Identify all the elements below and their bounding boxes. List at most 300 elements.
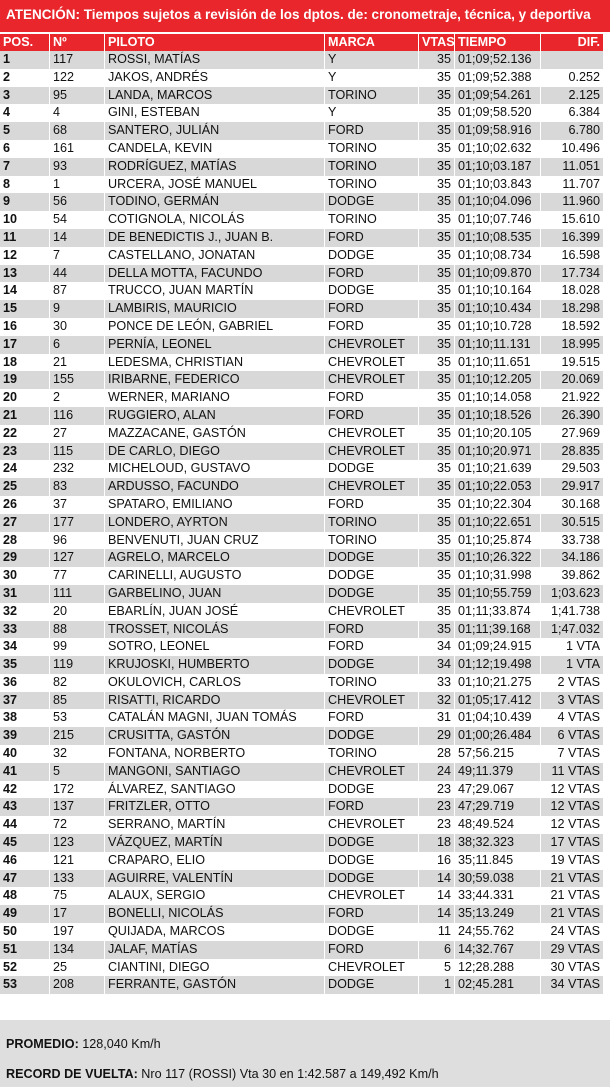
laps-cell: 33	[419, 674, 455, 692]
driver-name-cell: VÁZQUEZ, MARTÍN	[105, 834, 325, 852]
driver-name-cell: FERRANTE, GASTÓN	[105, 976, 325, 994]
brand-cell: CHEVROLET	[325, 478, 419, 496]
driver-name-cell: COTIGNOLA, NICOLÁS	[105, 211, 325, 229]
time-cell: 01;10;11.651	[455, 354, 541, 372]
gap-cell: 2.125	[541, 87, 604, 105]
laps-cell: 35	[419, 478, 455, 496]
driver-name-cell: LAMBIRIS, MAURICIO	[105, 300, 325, 318]
table-row	[0, 496, 604, 514]
laps-cell: 34	[419, 638, 455, 656]
time-cell: 30;59.038	[455, 870, 541, 888]
brand-cell: DODGE	[325, 193, 419, 211]
pos-cell: 34	[0, 638, 50, 656]
gap-cell: 20.069	[541, 371, 604, 389]
pos-cell: 37	[0, 692, 50, 710]
car-number-cell: 88	[50, 621, 105, 639]
driver-name-cell: MAZZACANE, GASTÓN	[105, 425, 325, 443]
pos-cell: 17	[0, 336, 50, 354]
pos-cell: 28	[0, 532, 50, 550]
laps-cell: 1	[419, 976, 455, 994]
laps-cell: 35	[419, 532, 455, 550]
car-number-cell: 121	[50, 852, 105, 870]
car-number-cell: 9	[50, 300, 105, 318]
laps-cell: 35	[419, 247, 455, 265]
pos-cell: 21	[0, 407, 50, 425]
driver-name-cell: MICHELOUD, GUSTAVO	[105, 460, 325, 478]
laps-cell: 35	[419, 567, 455, 585]
laps-cell: 35	[419, 585, 455, 603]
pos-cell: 38	[0, 709, 50, 727]
revision-notice-banner: ATENCIÓN: Tiempos sujetos a revisión de los dptos. de: cronometraje, técnica, y deportiva	[0, 0, 610, 32]
gap-cell: 19 VTAS	[541, 852, 604, 870]
time-cell: 47;29.719	[455, 798, 541, 816]
table-row	[0, 585, 604, 603]
gap-cell: 11.960	[541, 193, 604, 211]
time-cell: 02;45.281	[455, 976, 541, 994]
brand-cell: FORD	[325, 229, 419, 247]
driver-name-cell: DELLA MOTTA, FACUNDO	[105, 265, 325, 283]
car-number-cell: 99	[50, 638, 105, 656]
pos-cell: 26	[0, 496, 50, 514]
laps-cell: 35	[419, 229, 455, 247]
car-number-cell: 95	[50, 87, 105, 105]
table-row	[0, 959, 604, 977]
table-row	[0, 745, 604, 763]
table-row	[0, 282, 604, 300]
gap-cell: 34.186	[541, 549, 604, 567]
time-cell: 01;10;20.105	[455, 425, 541, 443]
pos-cell: 1	[0, 51, 50, 69]
laps-cell: 18	[419, 834, 455, 852]
brand-cell: CHEVROLET	[325, 763, 419, 781]
car-number-cell: 155	[50, 371, 105, 389]
time-cell: 01;09;24.915	[455, 638, 541, 656]
gap-cell: 4 VTAS	[541, 709, 604, 727]
gap-cell: 34 VTAS	[541, 976, 604, 994]
time-cell: 01;10;08.734	[455, 247, 541, 265]
time-cell: 01;09;58.520	[455, 104, 541, 122]
laps-cell: 16	[419, 852, 455, 870]
gap-cell: 6 VTAS	[541, 727, 604, 745]
time-cell: 57;56.215	[455, 745, 541, 763]
laps-cell: 35	[419, 193, 455, 211]
table-row	[0, 923, 604, 941]
col-header-marca: MARCA	[325, 34, 419, 51]
car-number-cell: 117	[50, 51, 105, 69]
table-row	[0, 692, 604, 710]
gap-cell: 16.598	[541, 247, 604, 265]
car-number-cell: 133	[50, 870, 105, 888]
brand-cell: DODGE	[325, 567, 419, 585]
table-row	[0, 425, 604, 443]
driver-name-cell: CANDELA, KEVIN	[105, 140, 325, 158]
driver-name-cell: QUIJADA, MARCOS	[105, 923, 325, 941]
gap-cell: 6.780	[541, 122, 604, 140]
gap-cell: 21 VTAS	[541, 870, 604, 888]
car-number-cell: 137	[50, 798, 105, 816]
laps-cell: 35	[419, 514, 455, 532]
brand-cell: CHEVROLET	[325, 371, 419, 389]
driver-name-cell: TODINO, GERMÁN	[105, 193, 325, 211]
driver-name-cell: SANTERO, JULIÁN	[105, 122, 325, 140]
brand-cell: DODGE	[325, 781, 419, 799]
gap-cell: 3 VTAS	[541, 692, 604, 710]
gap-cell: 18.592	[541, 318, 604, 336]
time-cell: 38;32.323	[455, 834, 541, 852]
time-cell: 01;10;03.187	[455, 158, 541, 176]
car-number-cell: 21	[50, 354, 105, 372]
brand-cell: FORD	[325, 265, 419, 283]
car-number-cell: 72	[50, 816, 105, 834]
col-header-piloto: PILOTO	[105, 34, 325, 51]
table-row	[0, 976, 604, 994]
laps-cell: 35	[419, 371, 455, 389]
driver-name-cell: KRUJOSKI, HUMBERTO	[105, 656, 325, 674]
table-row	[0, 852, 604, 870]
brand-cell: FORD	[325, 389, 419, 407]
driver-name-cell: LONDERO, AYRTON	[105, 514, 325, 532]
pos-cell: 32	[0, 603, 50, 621]
car-number-cell: 83	[50, 478, 105, 496]
driver-name-cell: JALAF, MATÍAS	[105, 941, 325, 959]
table-row	[0, 781, 604, 799]
laps-cell: 32	[419, 692, 455, 710]
laps-cell: 24	[419, 763, 455, 781]
time-cell: 01;10;20.971	[455, 443, 541, 461]
brand-cell: DODGE	[325, 727, 419, 745]
laps-cell: 5	[419, 959, 455, 977]
gap-cell: 12 VTAS	[541, 781, 604, 799]
car-number-cell: 85	[50, 692, 105, 710]
driver-name-cell: CARINELLI, AUGUSTO	[105, 567, 325, 585]
laps-cell: 35	[419, 122, 455, 140]
pos-cell: 13	[0, 265, 50, 283]
car-number-cell: 6	[50, 336, 105, 354]
laps-cell: 35	[419, 211, 455, 229]
gap-cell: 12 VTAS	[541, 816, 604, 834]
table-row	[0, 104, 604, 122]
brand-cell: DODGE	[325, 852, 419, 870]
brand-cell: DODGE	[325, 976, 419, 994]
car-number-cell: 56	[50, 193, 105, 211]
gap-cell: 11 VTAS	[541, 763, 604, 781]
time-cell: 01;11;33.874	[455, 603, 541, 621]
laps-cell: 35	[419, 407, 455, 425]
laps-cell: 35	[419, 336, 455, 354]
driver-name-cell: IRIBARNE, FEDERICO	[105, 371, 325, 389]
laps-cell: 14	[419, 887, 455, 905]
gap-cell: 30.515	[541, 514, 604, 532]
car-number-cell: 27	[50, 425, 105, 443]
table-row	[0, 87, 604, 105]
brand-cell: CHEVROLET	[325, 816, 419, 834]
lap-record-label: RECORD DE VUELTA:	[6, 1067, 138, 1081]
car-number-cell: 82	[50, 674, 105, 692]
table-row	[0, 567, 604, 585]
car-number-cell: 37	[50, 496, 105, 514]
time-cell: 49;11.379	[455, 763, 541, 781]
pos-cell: 53	[0, 976, 50, 994]
car-number-cell: 20	[50, 603, 105, 621]
time-cell: 47;29.067	[455, 781, 541, 799]
driver-name-cell: LANDA, MARCOS	[105, 87, 325, 105]
table-row	[0, 870, 604, 888]
driver-name-cell: JAKOS, ANDRÉS	[105, 69, 325, 87]
laps-cell: 29	[419, 727, 455, 745]
driver-name-cell: SPATARO, EMILIANO	[105, 496, 325, 514]
col-header-num: Nº	[50, 34, 105, 51]
brand-cell: FORD	[325, 122, 419, 140]
pos-cell: 48	[0, 887, 50, 905]
laps-cell: 23	[419, 781, 455, 799]
laps-cell: 34	[419, 656, 455, 674]
pos-cell: 19	[0, 371, 50, 389]
pos-cell: 9	[0, 193, 50, 211]
driver-name-cell: MANGONI, SANTIAGO	[105, 763, 325, 781]
driver-name-cell: AGRELO, MARCELO	[105, 549, 325, 567]
pos-cell: 47	[0, 870, 50, 888]
pos-cell: 42	[0, 781, 50, 799]
car-number-cell: 119	[50, 656, 105, 674]
time-cell: 01;10;25.874	[455, 532, 541, 550]
table-row	[0, 300, 604, 318]
table-row	[0, 674, 604, 692]
driver-name-cell: GARBELINO, JUAN	[105, 585, 325, 603]
gap-cell: 21 VTAS	[541, 887, 604, 905]
time-cell: 01;10;21.639	[455, 460, 541, 478]
time-cell: 01;10;14.058	[455, 389, 541, 407]
car-number-cell: 7	[50, 247, 105, 265]
table-row	[0, 407, 604, 425]
brand-cell: DODGE	[325, 656, 419, 674]
time-cell: 35;11.845	[455, 852, 541, 870]
laps-cell: 35	[419, 496, 455, 514]
pos-cell: 15	[0, 300, 50, 318]
laps-cell: 35	[419, 51, 455, 69]
time-cell: 01;10;26.322	[455, 549, 541, 567]
brand-cell: FORD	[325, 318, 419, 336]
brand-cell: CHEVROLET	[325, 354, 419, 372]
driver-name-cell: RUGGIERO, ALAN	[105, 407, 325, 425]
table-row	[0, 51, 604, 69]
driver-name-cell: TRUCCO, JUAN MARTÍN	[105, 282, 325, 300]
time-cell: 01;10;55.759	[455, 585, 541, 603]
brand-cell: CHEVROLET	[325, 336, 419, 354]
header-row	[0, 34, 604, 51]
laps-cell: 35	[419, 318, 455, 336]
brand-cell: Y	[325, 104, 419, 122]
car-number-cell: 111	[50, 585, 105, 603]
time-cell: 24;55.762	[455, 923, 541, 941]
table-row	[0, 834, 604, 852]
laps-cell: 35	[419, 300, 455, 318]
driver-name-cell: RISATTI, RICARDO	[105, 692, 325, 710]
car-number-cell: 77	[50, 567, 105, 585]
car-number-cell: 127	[50, 549, 105, 567]
driver-name-cell: SOTRO, LEONEL	[105, 638, 325, 656]
time-cell: 01;10;02.632	[455, 140, 541, 158]
table-row	[0, 887, 604, 905]
brand-cell: CHEVROLET	[325, 692, 419, 710]
table-row	[0, 621, 604, 639]
car-number-cell: 197	[50, 923, 105, 941]
table-row	[0, 763, 604, 781]
brand-cell: CHEVROLET	[325, 887, 419, 905]
table-row	[0, 478, 604, 496]
time-cell: 01;10;08.535	[455, 229, 541, 247]
pos-cell: 2	[0, 69, 50, 87]
car-number-cell: 30	[50, 318, 105, 336]
gap-cell: 17 VTAS	[541, 834, 604, 852]
table-row	[0, 941, 604, 959]
pos-cell: 10	[0, 211, 50, 229]
table-row	[0, 549, 604, 567]
driver-name-cell: CRAPARO, ELIO	[105, 852, 325, 870]
gap-cell: 29 VTAS	[541, 941, 604, 959]
gap-cell: 18.995	[541, 336, 604, 354]
pos-cell: 8	[0, 176, 50, 194]
driver-name-cell: CASTELLANO, JONATAN	[105, 247, 325, 265]
brand-cell: TORINO	[325, 140, 419, 158]
driver-name-cell: FRITZLER, OTTO	[105, 798, 325, 816]
time-cell: 01;10;22.651	[455, 514, 541, 532]
driver-name-cell: FONTANA, NORBERTO	[105, 745, 325, 763]
driver-name-cell: PONCE DE LEÓN, GABRIEL	[105, 318, 325, 336]
car-number-cell: 232	[50, 460, 105, 478]
pos-cell: 22	[0, 425, 50, 443]
time-cell: 01;10;07.746	[455, 211, 541, 229]
time-cell: 35;13.249	[455, 905, 541, 923]
brand-cell: FORD	[325, 905, 419, 923]
time-cell: 01;09;52.136	[455, 51, 541, 69]
table-row	[0, 265, 604, 283]
laps-cell: 35	[419, 140, 455, 158]
driver-name-cell: URCERA, JOSÉ MANUEL	[105, 176, 325, 194]
driver-name-cell: DE CARLO, DIEGO	[105, 443, 325, 461]
gap-cell: 21 VTAS	[541, 905, 604, 923]
laps-cell: 35	[419, 603, 455, 621]
laps-cell: 14	[419, 870, 455, 888]
laps-cell: 23	[419, 798, 455, 816]
gap-cell: 1 VTA	[541, 638, 604, 656]
lap-record-line	[6, 1067, 439, 1081]
time-cell: 01;09;52.388	[455, 69, 541, 87]
time-cell: 01;10;11.131	[455, 336, 541, 354]
time-cell: 48;49.524	[455, 816, 541, 834]
pos-cell: 25	[0, 478, 50, 496]
time-cell: 01;10;22.304	[455, 496, 541, 514]
brand-cell: TORINO	[325, 514, 419, 532]
brand-cell: CHEVROLET	[325, 603, 419, 621]
car-number-cell: 87	[50, 282, 105, 300]
pos-cell: 16	[0, 318, 50, 336]
pos-cell: 18	[0, 354, 50, 372]
laps-cell: 35	[419, 460, 455, 478]
brand-cell: DODGE	[325, 247, 419, 265]
average-speed-line	[6, 1037, 161, 1051]
table-row	[0, 638, 604, 656]
car-number-cell: 4	[50, 104, 105, 122]
table-row	[0, 905, 604, 923]
brand-cell: FORD	[325, 496, 419, 514]
laps-cell: 35	[419, 549, 455, 567]
car-number-cell: 14	[50, 229, 105, 247]
gap-cell: 24 VTAS	[541, 923, 604, 941]
driver-name-cell: PERNÍA, LEONEL	[105, 336, 325, 354]
gap-cell: 18.028	[541, 282, 604, 300]
laps-cell: 35	[419, 621, 455, 639]
gap-cell: 39.862	[541, 567, 604, 585]
table-row	[0, 140, 604, 158]
pos-cell: 11	[0, 229, 50, 247]
gap-cell: 21.922	[541, 389, 604, 407]
car-number-cell: 2	[50, 389, 105, 407]
driver-name-cell: EBARLÍN, JUAN JOSÉ	[105, 603, 325, 621]
laps-cell: 35	[419, 87, 455, 105]
gap-cell: 1;03.623	[541, 585, 604, 603]
col-header-pos: POS.	[0, 34, 50, 51]
pos-cell: 46	[0, 852, 50, 870]
driver-name-cell: OKULOVICH, CARLOS	[105, 674, 325, 692]
laps-cell: 35	[419, 443, 455, 461]
gap-cell	[541, 51, 604, 69]
brand-cell: FORD	[325, 407, 419, 425]
car-number-cell: 123	[50, 834, 105, 852]
car-number-cell: 215	[50, 727, 105, 745]
car-number-cell: 161	[50, 140, 105, 158]
brand-cell: FORD	[325, 941, 419, 959]
pos-cell: 31	[0, 585, 50, 603]
gap-cell: 7 VTAS	[541, 745, 604, 763]
pos-cell: 35	[0, 656, 50, 674]
driver-name-cell: BENVENUTI, JUAN CRUZ	[105, 532, 325, 550]
pos-cell: 40	[0, 745, 50, 763]
pos-cell: 14	[0, 282, 50, 300]
brand-cell: CHEVROLET	[325, 959, 419, 977]
laps-cell: 23	[419, 816, 455, 834]
driver-name-cell: GINI, ESTEBAN	[105, 104, 325, 122]
gap-cell: 2 VTAS	[541, 674, 604, 692]
table-row	[0, 656, 604, 674]
gap-cell: 28.835	[541, 443, 604, 461]
gap-cell: 29.503	[541, 460, 604, 478]
brand-cell: TORINO	[325, 176, 419, 194]
brand-cell: DODGE	[325, 870, 419, 888]
driver-name-cell: AGUIRRE, VALENTÍN	[105, 870, 325, 888]
brand-cell: TORINO	[325, 211, 419, 229]
pos-cell: 29	[0, 549, 50, 567]
time-cell: 01;09;54.261	[455, 87, 541, 105]
car-number-cell: 5	[50, 763, 105, 781]
car-number-cell: 54	[50, 211, 105, 229]
pos-cell: 33	[0, 621, 50, 639]
car-number-cell: 25	[50, 959, 105, 977]
brand-cell: TORINO	[325, 532, 419, 550]
car-number-cell: 134	[50, 941, 105, 959]
brand-cell: Y	[325, 51, 419, 69]
col-header-vtas: VTAS	[419, 34, 455, 51]
pos-cell: 23	[0, 443, 50, 461]
time-cell: 01;05;17.412	[455, 692, 541, 710]
driver-name-cell: CRUSITTA, GASTÓN	[105, 727, 325, 745]
gap-cell: 1;41.738	[541, 603, 604, 621]
time-cell: 01;10;03.843	[455, 176, 541, 194]
car-number-cell: 75	[50, 887, 105, 905]
laps-cell: 28	[419, 745, 455, 763]
driver-name-cell: LEDESMA, CHRISTIAN	[105, 354, 325, 372]
table-row	[0, 443, 604, 461]
time-cell: 14;32.767	[455, 941, 541, 959]
